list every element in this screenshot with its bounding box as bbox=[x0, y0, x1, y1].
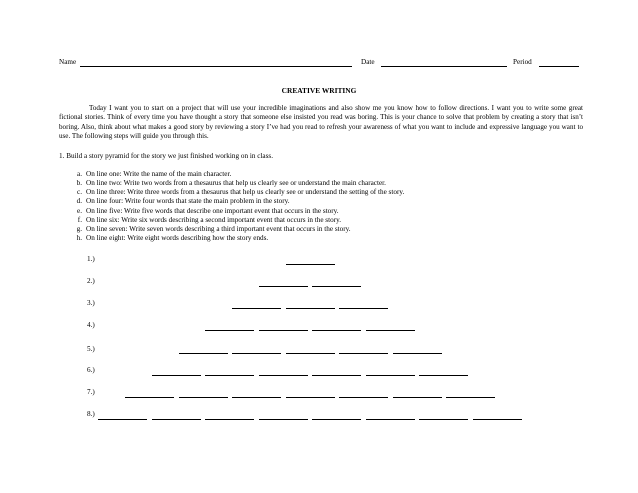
step-marker: b. bbox=[76, 179, 82, 188]
pyramid-blank-line[interactable] bbox=[205, 375, 254, 376]
pyramid-blank-line[interactable] bbox=[286, 353, 335, 354]
step-marker: d. bbox=[76, 197, 82, 206]
pyramid-blank-line[interactable] bbox=[205, 330, 254, 331]
pyramid-blank-line[interactable] bbox=[98, 419, 147, 420]
pyramid-blank-line[interactable] bbox=[125, 397, 174, 398]
step-text: On line seven: Write seven words describing a third important event that occurs in the story. bbox=[86, 224, 351, 233]
pyramid-blank-line[interactable] bbox=[312, 286, 361, 287]
pyramid-blank-line[interactable] bbox=[232, 397, 281, 398]
pyramid-blank-line[interactable] bbox=[286, 264, 335, 265]
pyramid-blank-line[interactable] bbox=[232, 353, 281, 354]
pyramid-label-7: 7.) bbox=[87, 388, 95, 396]
pyramid-blank-line[interactable] bbox=[419, 375, 468, 376]
pyramid-blank-line[interactable] bbox=[446, 397, 495, 398]
step-marker: f. bbox=[77, 215, 82, 224]
name-label: Name bbox=[59, 58, 77, 66]
step-item bbox=[59, 197, 404, 206]
pyramid-blank-line[interactable] bbox=[339, 397, 388, 398]
step-list bbox=[59, 170, 404, 243]
pyramid-label-1: 1.) bbox=[87, 255, 95, 263]
pyramid-label-6: 6.) bbox=[87, 366, 95, 374]
step-item bbox=[59, 225, 404, 234]
step-item bbox=[59, 207, 404, 216]
pyramid-blank-line[interactable] bbox=[312, 330, 361, 331]
step-marker: e. bbox=[77, 206, 82, 215]
step-marker: c. bbox=[77, 188, 82, 197]
pyramid-blank-line[interactable] bbox=[419, 419, 468, 420]
pyramid-blank-line[interactable] bbox=[232, 308, 281, 309]
step-text: On line four: Write four words that state the main problem in the story. bbox=[86, 197, 290, 206]
pyramid-blank-line[interactable] bbox=[259, 286, 308, 287]
pyramid-blank-line[interactable] bbox=[393, 397, 442, 398]
pyramid-label-2: 2.) bbox=[87, 277, 95, 285]
date-field[interactable] bbox=[381, 66, 507, 67]
period-field[interactable] bbox=[539, 66, 579, 67]
pyramid-blank-line[interactable] bbox=[339, 353, 388, 354]
step-text: On line three: Write three words from a thesaurus that help us clearly see or understand the setting of the story. bbox=[86, 188, 405, 197]
step-item bbox=[59, 170, 404, 179]
page-title: CREATIVE WRITING bbox=[281, 86, 357, 95]
pyramid-blank-line[interactable] bbox=[312, 375, 361, 376]
pyramid-label-5: 5.) bbox=[87, 345, 95, 353]
pyramid-blank-line[interactable] bbox=[259, 375, 308, 376]
step-item bbox=[59, 216, 404, 225]
step-marker: a. bbox=[77, 170, 82, 178]
step-item bbox=[59, 234, 404, 243]
pyramid-blank-line[interactable] bbox=[205, 419, 254, 420]
pyramid-label-8: 8.) bbox=[87, 410, 95, 418]
intro-paragraph bbox=[59, 104, 583, 142]
pyramid-blank-line[interactable] bbox=[179, 397, 228, 398]
pyramid-blank-line[interactable] bbox=[286, 397, 335, 398]
step-marker: g. bbox=[76, 224, 82, 233]
step-text: On line eight: Write eight words describing how the story ends. bbox=[86, 234, 269, 243]
pyramid-blank-line[interactable] bbox=[366, 330, 415, 331]
step-text: On line one: Write the name of the main character. bbox=[86, 170, 232, 178]
intro-paragraph-text: Today I want you to start on a project that will use your incredible imaginations and also show me you know how to follow directions. I want you to write some great fictional stories. Think of every time you have thought a story that someone else insisted you read was boring. This is your chance to solve that problem by creating a story that isn’t boring. Also, think about what makes a good story by reviewing a story I’ve had you read to refresh your awareness of what you want to include and expressive language you want to use. The following steps will guide you through this. bbox=[59, 104, 583, 141]
pyramid-blank-line[interactable] bbox=[152, 419, 201, 420]
step-text: On line six: Write six words describing a second important event that occurs in the story. bbox=[86, 215, 342, 224]
step-item bbox=[59, 188, 404, 197]
date-label: Date bbox=[361, 58, 375, 66]
name-field[interactable] bbox=[80, 66, 352, 67]
pyramid-blank-line[interactable] bbox=[339, 308, 388, 309]
pyramid-blank-line[interactable] bbox=[473, 419, 522, 420]
pyramid-label-3: 3.) bbox=[87, 299, 95, 307]
pyramid-blank-line[interactable] bbox=[366, 375, 415, 376]
step-text: On line five: Write five words that describe one important event that occurs in the story. bbox=[86, 206, 339, 215]
step-item bbox=[59, 179, 404, 188]
pyramid-blank-line[interactable] bbox=[312, 419, 361, 420]
pyramid-blank-line[interactable] bbox=[259, 330, 308, 331]
pyramid-blank-line[interactable] bbox=[366, 419, 415, 420]
pyramid-blank-line[interactable] bbox=[259, 419, 308, 420]
period-label: Period bbox=[513, 58, 532, 66]
pyramid-blank-line[interactable] bbox=[393, 353, 442, 354]
task-instruction: 1. Build a story pyramid for the story we just finished working on in class. bbox=[59, 152, 274, 160]
pyramid-blank-line[interactable] bbox=[179, 353, 228, 354]
pyramid-label-4: 4.) bbox=[87, 321, 95, 329]
pyramid-blank-line[interactable] bbox=[286, 308, 335, 309]
step-text: On line two: Write two words from a thesaurus that help us clearly see or understand the main character. bbox=[86, 179, 386, 188]
pyramid-blank-line[interactable] bbox=[152, 375, 201, 376]
step-marker: h. bbox=[76, 234, 82, 243]
